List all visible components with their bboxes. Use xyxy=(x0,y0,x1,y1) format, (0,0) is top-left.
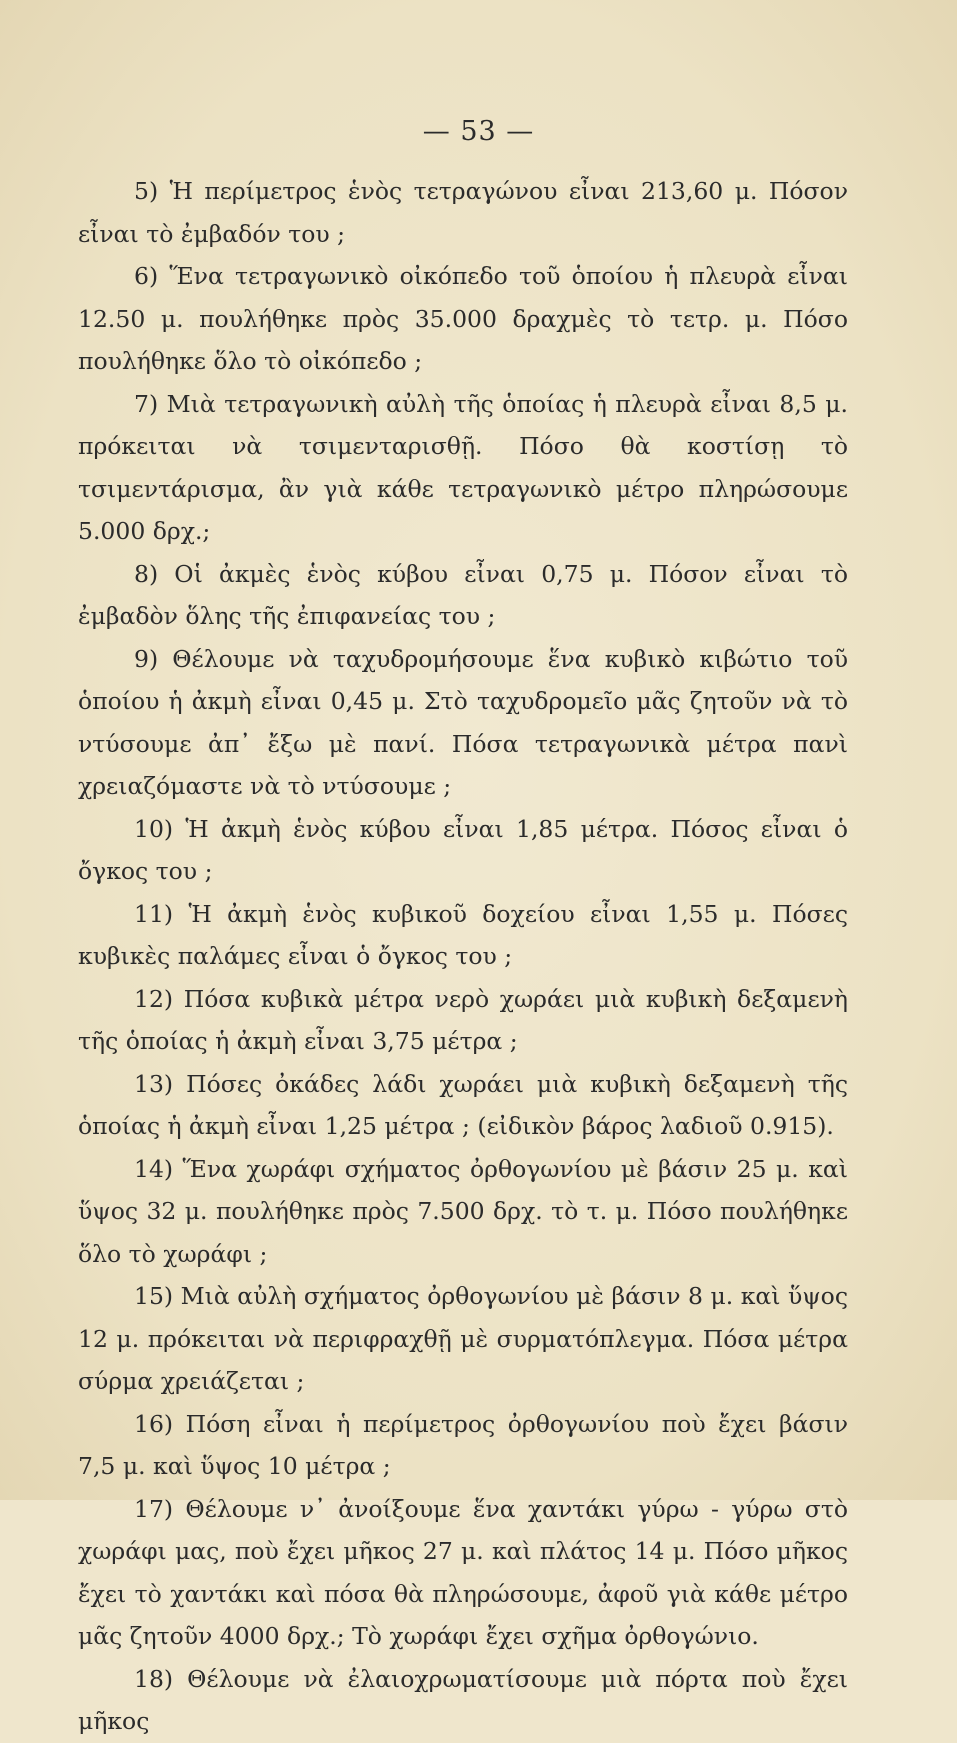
problem-number: 14) xyxy=(134,1154,174,1183)
problem-number: 11) xyxy=(134,899,174,928)
problem-17 xyxy=(78,1488,848,1658)
problem-14 xyxy=(78,1148,848,1276)
problem-list xyxy=(78,170,848,1743)
problem-9 xyxy=(78,638,848,808)
problem-number: 15) xyxy=(134,1282,174,1310)
problem-6 xyxy=(78,255,848,383)
problem-text: Ἡ ἀκμὴ ἑνὸς κύβου εἶναι 1,85 μέτρα. Πόσος εἶναι ὁ ὄγκος του ; xyxy=(78,814,848,885)
problem-number: 12) xyxy=(134,984,174,1013)
problem-number: 9) xyxy=(134,644,159,673)
problem-text: Μιὰ αὐλὴ σχήματος ὀρθογωνίου μὲ βάσιν 8 μ. καὶ ὕψος 12 μ. πρόκειται νὰ περιφραχθῇ μὲ συρματόπλεγμα. Πόσα μέτρα σύρμα χρειάζεται ; xyxy=(78,1282,848,1395)
problem-number: 5) xyxy=(134,177,159,205)
problem-number: 17) xyxy=(134,1494,174,1523)
problem-number: 16) xyxy=(134,1409,174,1438)
problem-7 xyxy=(78,383,848,553)
problem-number: 6) xyxy=(134,262,159,290)
problem-15 xyxy=(78,1275,848,1403)
problem-text: Θέλουμε νὰ ταχυδρομήσουμε ἕνα κυβικὸ κιβώτιο τοῦ ὁποίου ἡ ἀκμὴ εἶναι 0,45 μ. Στὸ ταχυδρομεῖο μᾶς ζητοῦν νὰ τὸ ντύσουμε ἀπ᾽ ἔξω μὲ πανί. Πόσα τετραγωνικὰ μέτρα πανὶ χρειαζόμαστε νὰ τὸ ντύσουμε ; xyxy=(78,644,848,800)
problem-18 xyxy=(78,1658,848,1743)
problem-text: Ἡ περίμετρος ἑνὸς τετραγώνου εἶναι 213,60 μ. Πόσον εἶναι τὸ ἐμβαδόν του ; xyxy=(78,177,848,248)
problem-number: 8) xyxy=(134,559,159,588)
problem-11 xyxy=(78,893,848,978)
problem-text: Πόση εἶναι ἡ περίμετρος ὀρθογωνίου ποὺ ἔχει βάσιν 7,5 μ. καὶ ὕψος 10 μέτρα ; xyxy=(78,1409,848,1480)
problem-text: Οἱ ἀκμὲς ἑνὸς κύβου εἶναι 0,75 μ. Πόσον εἶναι τὸ ἐμβαδὸν ὅλης τῆς ἐπιφανείας του ; xyxy=(78,559,848,630)
problem-text: Ἕνα χωράφι σχήματος ὀρθογωνίου μὲ βάσιν 25 μ. καὶ ὕψος 32 μ. πουλήθηκε πρὸς 7.500 δρχ. τὸ τ. μ. Πόσο πουλήθηκε ὅλο τὸ χωράφι ; xyxy=(78,1154,848,1268)
problem-12 xyxy=(78,978,848,1063)
problem-5 xyxy=(78,170,848,255)
problem-text: Πόσα κυβικὰ μέτρα νερὸ χωράει μιὰ κυβικὴ δεξαμενὴ τῆς ὁποίας ἡ ἀκμὴ εἶναι 3,75 μέτρα ; xyxy=(78,984,848,1055)
problem-8 xyxy=(78,553,848,638)
problem-text: Μιὰ τετραγωνικὴ αὐλὴ τῆς ὁποίας ἡ πλευρὰ εἶναι 8,5 μ. πρόκειται νὰ τσιμενταρισθῇ. Πόσο θὰ κοστίσῃ τὸ τσιμεντάρισμα, ἂν γιὰ κάθε τετραγωνικὸ μέτρο πληρώσουμε 5.000 δρχ.; xyxy=(78,389,848,545)
problem-text: Πόσες ὀκάδες λάδι χωράει μιὰ κυβικὴ δεξαμενὴ τῆς ὁποίας ἡ ἀκμὴ εἶναι 1,25 μέτρα ; (εἰδικὸν βάρος λαδιοῦ 0.915). xyxy=(78,1069,848,1140)
problem-13 xyxy=(78,1063,848,1148)
problem-number: 7) xyxy=(134,389,159,418)
problem-number: 18) xyxy=(134,1664,174,1693)
problem-10 xyxy=(78,808,848,893)
problem-number: 13) xyxy=(134,1069,174,1098)
problem-text: Ἡ ἀκμὴ ἑνὸς κυβικοῦ δοχείου εἶναι 1,55 μ. Πόσες κυβικὲς παλάμες εἶναι ὁ ὄγκος του ; xyxy=(78,899,848,970)
problem-number: 10) xyxy=(134,814,174,843)
problem-text: Θέλουμε νὰ ἐλαιοχρωματίσουμε μιὰ πόρτα ποὺ ἔχει μῆκος xyxy=(78,1664,848,1735)
problem-16 xyxy=(78,1403,848,1488)
page-number: — 53 — xyxy=(422,116,535,147)
problem-text: Θέλουμε ν᾽ ἀνοίξουμε ἕνα χαντάκι γύρω - γύρω στὸ χωράφι μας, ποὺ ἔχει μῆκος 27 μ. καὶ πλάτος 14 μ. Πόσο μῆκος ἔχει τὸ χαντάκι καὶ πόσα θὰ πληρώσουμε, ἀφοῦ γιὰ κάθε μέτρο μᾶς ζητοῦν 4000 δρχ.; Τὸ χωράφι ἔχει σχῆμα ὀρθογώνιο. xyxy=(78,1494,848,1650)
problem-text: Ἕνα τετραγωνικὸ οἰκόπεδο τοῦ ὁποίου ἡ πλευρὰ εἶναι 12.50 μ. πουλήθηκε πρὸς 35.000 δραχμὲς τὸ τετρ. μ. Πόσο πουλήθηκε ὅλο τὸ οἰκόπεδο ; xyxy=(78,262,848,375)
